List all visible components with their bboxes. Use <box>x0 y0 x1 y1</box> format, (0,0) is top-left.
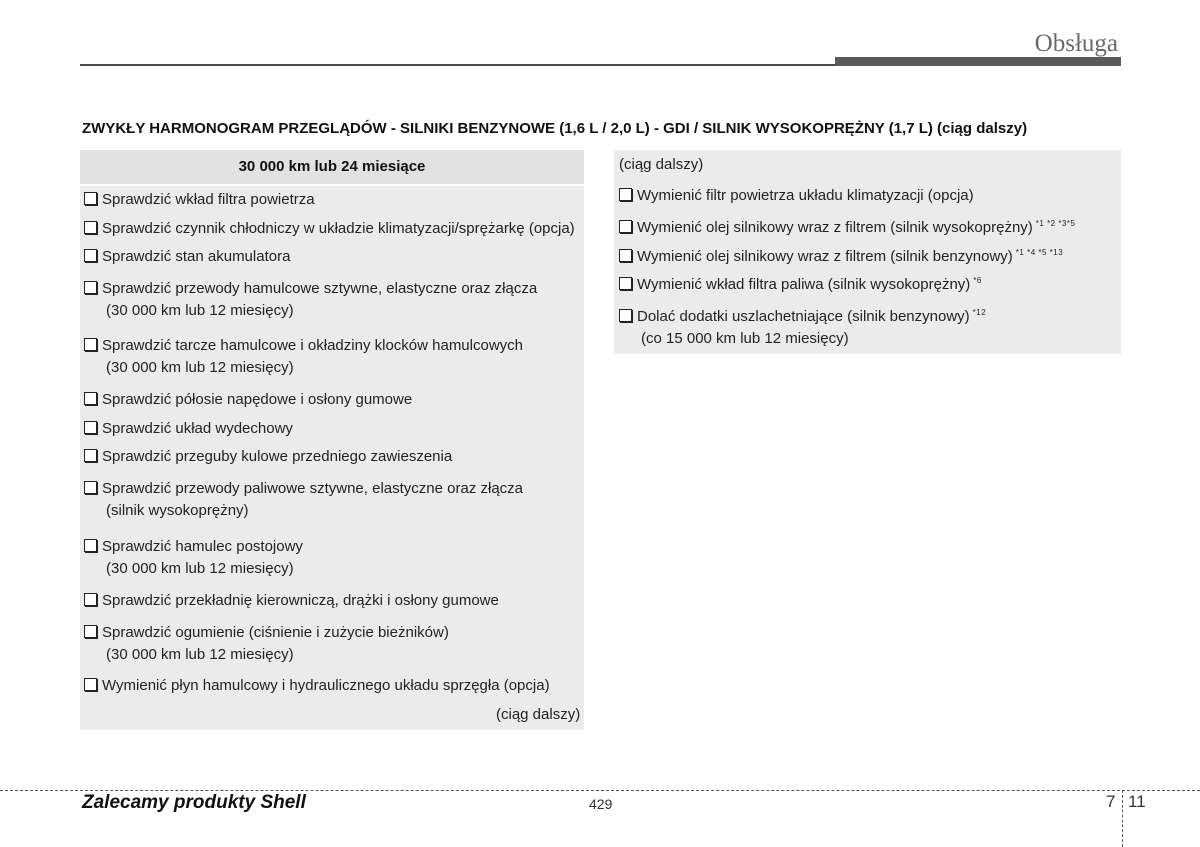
footnote-ref: *6 <box>973 276 982 285</box>
chapter-number: 7 <box>1106 792 1116 811</box>
checkbox-icon <box>84 392 97 405</box>
checkbox-icon <box>84 539 97 552</box>
item-text: Sprawdzić tarcze hamulcowe i okładziny klocków hamulcowych <box>102 337 524 354</box>
checkbox-icon <box>84 249 97 262</box>
checkbox-icon <box>619 277 632 290</box>
list-item <box>619 302 986 350</box>
checkbox-icon <box>84 338 97 351</box>
footnote-ref: *12 <box>972 308 987 317</box>
continued-note: (ciąg dalszy) <box>496 706 581 723</box>
checkbox-icon <box>84 221 97 234</box>
item-subtext: (30 000 km lub 12 miesięcy) <box>106 359 294 376</box>
footnote-ref: *1 *4 *5 *13 <box>1015 248 1064 257</box>
item-text: Wymienić płyn hamulcowy i hydraulicznego układu sprzęgła (opcja) <box>102 677 550 694</box>
item-subtext: (co 15 000 km lub 12 miesięcy) <box>641 330 849 347</box>
checkbox-icon <box>84 449 97 462</box>
list-item <box>84 590 499 612</box>
item-text: Sprawdzić ogumienie (ciśnienie i zużycie bieżników) <box>102 624 449 641</box>
list-item <box>619 270 982 296</box>
item-text: Sprawdzić hamulec postojowy <box>102 538 303 555</box>
continued-label: (ciąg dalszy) <box>619 156 704 173</box>
interval-title: 30 000 km lub 24 miesiące <box>80 150 584 186</box>
item-text: Sprawdzić stan akumulatora <box>102 248 291 265</box>
checkbox-icon <box>84 593 97 606</box>
checkbox-icon <box>619 309 632 322</box>
list-item <box>84 335 523 379</box>
footnote-ref: *1 *2 *3*5 <box>1035 219 1076 228</box>
list-item <box>84 218 575 240</box>
footer-divider <box>0 790 1200 791</box>
list-item <box>84 189 315 211</box>
list-item <box>84 418 293 440</box>
checkbox-icon <box>619 249 632 262</box>
list-item <box>84 622 449 666</box>
list-item <box>84 478 523 522</box>
list-item <box>619 185 974 207</box>
checkbox-icon <box>84 421 97 434</box>
list-item <box>84 536 303 580</box>
item-text: Sprawdzić półosie napędowe i osłony gumowe <box>102 391 413 408</box>
item-text: Dolać dodatki uszlachetniające (silnik benzynowy) <box>637 308 970 325</box>
list-item <box>84 246 290 268</box>
item-text: Sprawdzić przewody paliwowe sztywne, elastyczne oraz złącza <box>102 480 524 497</box>
checkbox-icon <box>619 220 632 233</box>
section-heading: ZWYKŁY HARMONOGRAM PRZEGLĄDÓW - SILNIKI BENZYNOWE (1,6 L / 2,0 L) - GDI / SILNIK WYSOKOPRĘŻNY (1,7 L) (ciąg dalszy) <box>82 120 1028 137</box>
item-text: Wymienić olej silnikowy wraz z filtrem (silnik benzynowy) <box>637 248 1013 265</box>
list-item <box>619 242 1063 268</box>
checkbox-icon <box>84 678 97 691</box>
header-rule <box>80 64 835 66</box>
item-text: Wymienić olej silnikowy wraz z filtrem (silnik wysokoprężny) <box>637 219 1033 236</box>
chapter-title: Obsługa <box>1034 30 1118 57</box>
item-text: Wymienić wkład filtra paliwa (silnik wysokoprężny) <box>637 276 971 293</box>
footer-separator <box>1122 790 1123 847</box>
section-page-number: 11 <box>1128 792 1146 811</box>
page-number: 429 <box>589 796 613 812</box>
item-text: Sprawdzić wkład filtra powietrza <box>102 191 315 208</box>
checkbox-icon <box>84 625 97 638</box>
item-text: Sprawdzić przekładnię kierowniczą, drążki i osłony gumowe <box>102 592 499 609</box>
list-item <box>84 446 452 468</box>
item-subtext: (30 000 km lub 12 miesięcy) <box>106 560 294 577</box>
item-subtext: (30 000 km lub 12 miesięcy) <box>106 302 294 319</box>
checkbox-icon <box>619 188 632 201</box>
item-text: Sprawdzić przewody hamulcowe sztywne, elastyczne oraz złącza <box>102 280 538 297</box>
list-item <box>84 278 537 322</box>
checkbox-icon <box>84 281 97 294</box>
footer-brand: Zalecamy produkty Shell <box>82 792 306 813</box>
list-item <box>84 675 550 697</box>
checkbox-icon <box>84 192 97 205</box>
list-item <box>84 389 412 411</box>
item-text: Sprawdzić przeguby kulowe przedniego zawieszenia <box>102 448 453 465</box>
item-subtext: (silnik wysokoprężny) <box>106 502 249 519</box>
item-text: Sprawdzić czynnik chłodniczy w układzie klimatyzacji/sprężarkę (opcja) <box>102 220 575 237</box>
header-bar <box>835 57 1121 66</box>
list-item <box>619 213 1075 239</box>
item-subtext: (30 000 km lub 12 miesięcy) <box>106 646 294 663</box>
item-text: Sprawdzić układ wydechowy <box>102 420 293 437</box>
checkbox-icon <box>84 481 97 494</box>
item-text: Wymienić filtr powietrza układu klimatyzacji (opcja) <box>637 187 974 204</box>
